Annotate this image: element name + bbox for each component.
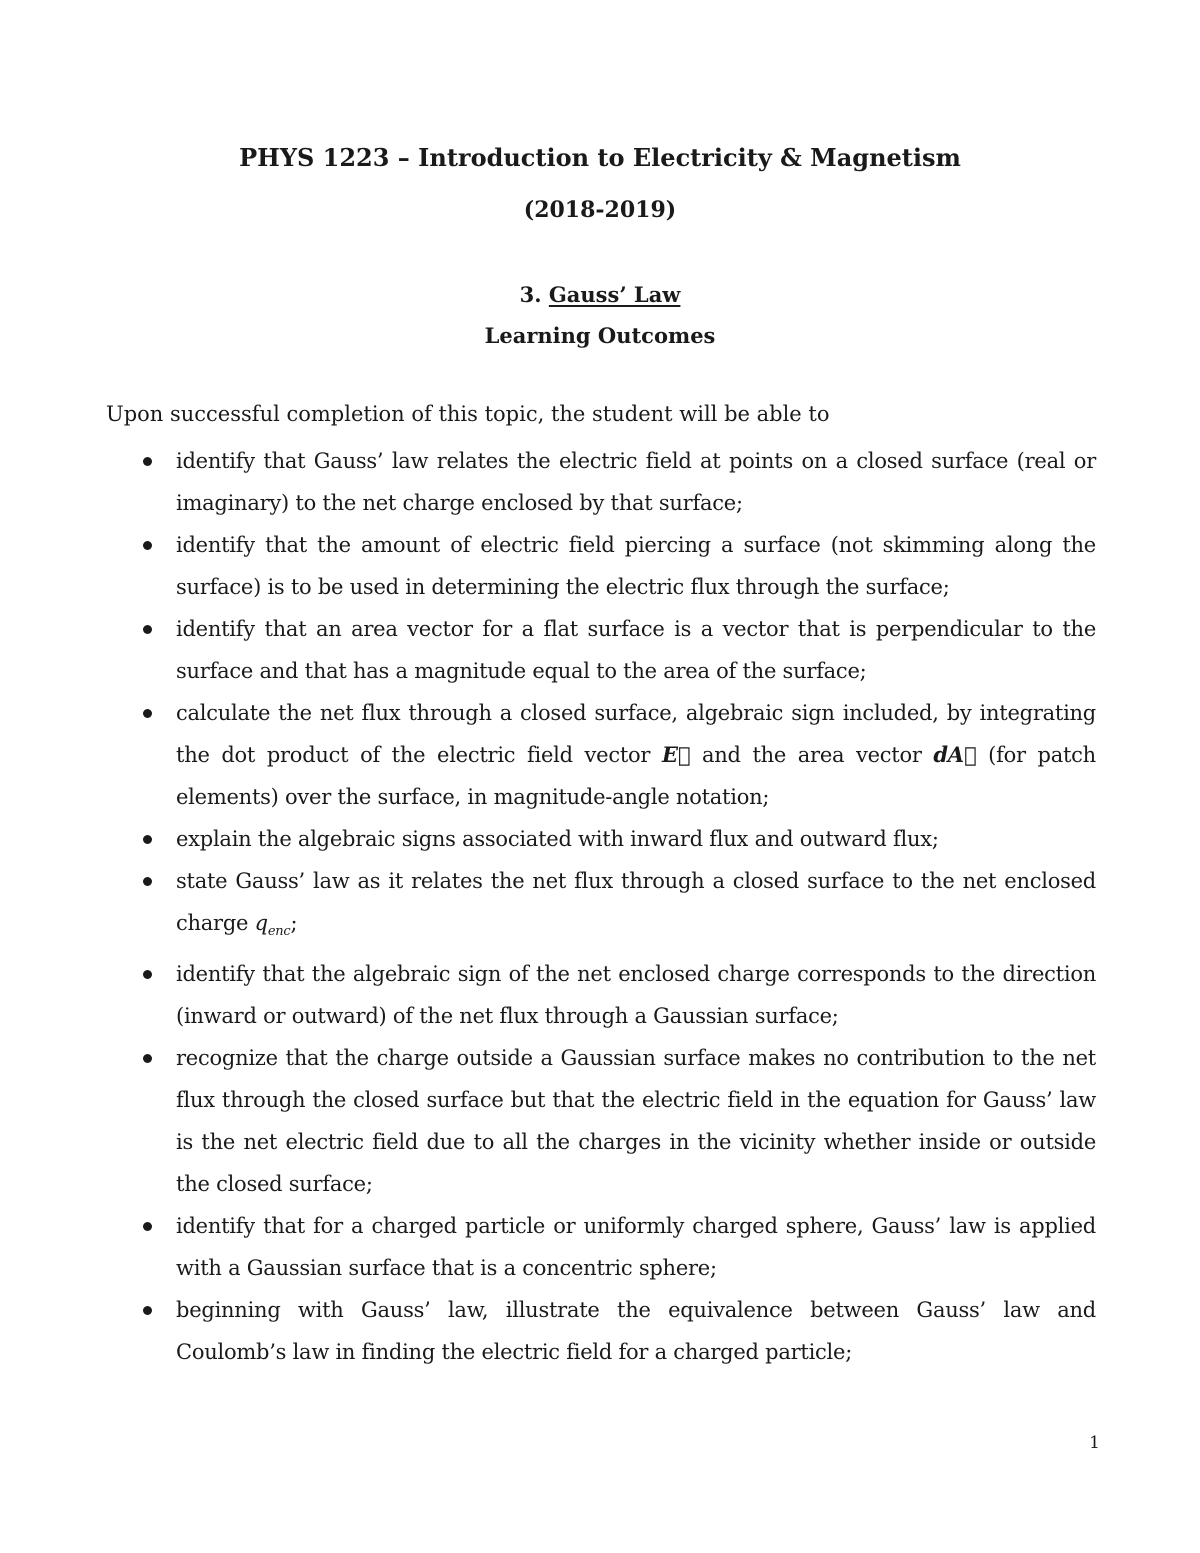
charge-symbol: q — [254, 911, 268, 935]
section-number: 3. — [519, 282, 542, 307]
list-item — [176, 1037, 1096, 1205]
list-item — [176, 692, 1096, 818]
list-item-text: and the area vector — [702, 743, 922, 767]
list-item — [176, 440, 1096, 524]
area-vector: dA⃗ — [933, 742, 977, 767]
bullet-icon — [143, 1306, 152, 1315]
course-title: PHYS 1223 – Introduction to Electricity & Magnetism — [239, 143, 961, 172]
academic-year: (2018-2019) — [523, 197, 677, 223]
bullet-icon — [143, 835, 152, 844]
list-item-text: explain the algebraic signs associated with inward flux and outward flux; — [176, 827, 939, 851]
list-item-text: beginning with Gauss’ law, illustrate the equivalence between Gauss’ law and Coulomb’s law in finding the electric field for a charged particle; — [176, 1298, 1096, 1365]
section-heading — [0, 281, 1200, 309]
list-item — [176, 860, 1096, 953]
list-item-text: identify that for a charged particle or uniformly charged sphere, Gauss’ law is applied with a Gaussian surface that is a concentric sphere; — [176, 1214, 1096, 1281]
list-item — [176, 1205, 1096, 1289]
list-item — [176, 608, 1096, 692]
bullet-icon — [143, 1222, 152, 1231]
enclosed-charge-symbol — [254, 911, 291, 940]
bullet-icon — [143, 541, 152, 550]
bullet-icon — [143, 709, 152, 718]
list-item — [176, 953, 1096, 1037]
list-item — [176, 1289, 1096, 1373]
bullet-icon — [143, 877, 152, 886]
list-item-text: identify that an area vector for a flat surface is a vector that is perpendicular to the surface and that has a magnitude equal to the area of the surface; — [176, 617, 1096, 683]
list-item-text: calculate the net flux through a closed surface, algebraic sign included, by integrating the dot product of the electric field vector — [176, 701, 1096, 767]
list-item-text: recognize that the charge outside a Gaussian surface makes no contribution to the net flux through the closed surface but that the electric field in the equation for Gauss’ law is the net electric field due to all the charges in the vicinity whether inside or outside the closed surface; — [176, 1046, 1096, 1197]
list-item-text: identify that Gauss’ law relates the electric field at points on a closed surface (real or imaginary) to the net charge enclosed by that surface; — [176, 449, 1096, 515]
intro-text: Upon successful completion of this topic, the student will be able to — [106, 402, 830, 426]
bullet-icon — [143, 1054, 152, 1063]
list-item-text: ; — [290, 911, 298, 935]
list-item — [176, 818, 1096, 860]
page-number: 1 — [1089, 1433, 1100, 1453]
bullet-icon — [143, 625, 152, 634]
list-item-text: state Gauss’ law as it relates the net flux through a closed surface to the net enclosed charge — [176, 869, 1096, 935]
section-title: Gauss’ Law — [548, 282, 681, 307]
list-item-text: identify that the algebraic sign of the net enclosed charge corresponds to the direction (inward or outward) of the net flux through a Gaussian surface; — [176, 962, 1096, 1029]
bullet-icon — [143, 970, 152, 979]
list-item-text: (for patch elements) over the surface, in magnitude-angle notation; — [176, 743, 1096, 809]
list-item-text: identify that the amount of electric field piercing a surface (not skimming along the surface) is to be used in determining the electric flux through the surface; — [176, 533, 1096, 599]
electric-field-vector: E⃗ — [661, 742, 691, 767]
learning-outcomes-list — [0, 440, 1200, 1373]
list-item — [176, 524, 1096, 608]
bullet-icon — [143, 457, 152, 466]
charge-subscript: enc — [267, 924, 291, 940]
subsection-title: Learning Outcomes — [484, 323, 716, 348]
